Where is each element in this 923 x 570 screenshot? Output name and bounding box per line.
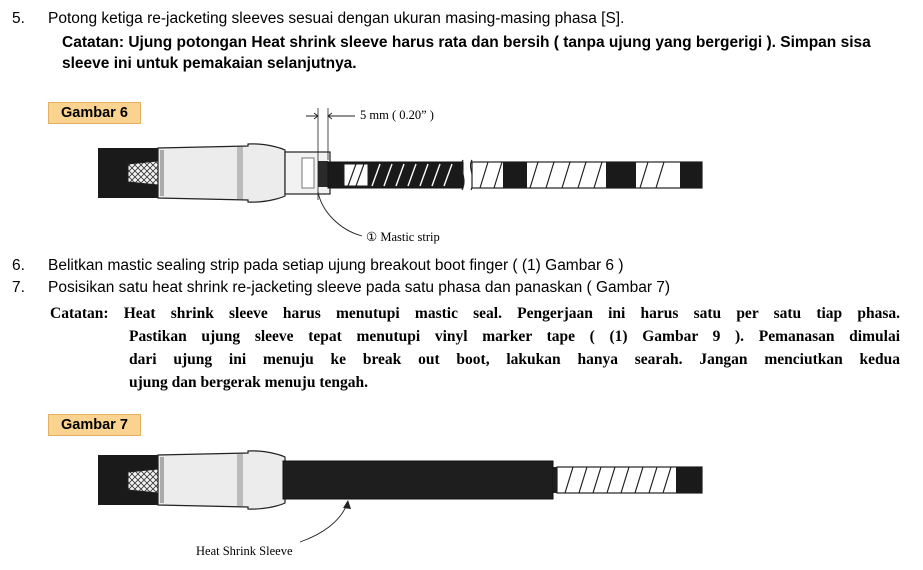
step-5-note-line-2: sleeve ini untuk pemakaian selanjutnya.: [62, 55, 357, 72]
heat-shrink-sleeve: [283, 461, 553, 499]
mastic-strip-callout: ① Mastic strip: [366, 230, 440, 244]
step-7-note-line-1: Catatan: Heat shrink sleeve harus menutupi mastic seal. Pengerjaan ini harus satu per satu tiap phasa.: [50, 305, 900, 322]
step-7-note-line-3: dari ujung ini menuju ke break out boot, lakukan hanya searah. Jangan menciutkan kedua: [129, 351, 900, 368]
mastic-strip: [318, 161, 328, 187]
step-6-number: 6.: [12, 257, 25, 274]
marker-tape: [503, 162, 527, 188]
step-5-note-line-1: Catatan: Ujung potongan Heat shrink sleeve harus rata dan bersih ( tanpa ujung yang bergerigi ). Simpan sisa: [62, 34, 871, 51]
step-6-text: Belitkan mastic sealing strip pada setiap ujung breakout boot finger ( (1) Gambar 6 ): [48, 257, 624, 274]
breakout-boot-7: [158, 451, 285, 509]
step-7-note-cont: [129, 325, 900, 394]
breakout-boot: [158, 144, 285, 202]
step-7-text: Posisikan satu heat shrink re-jacketing sleeve pada satu phasa dan panaskan ( Gambar 7): [48, 279, 671, 296]
figure-7-label: Gambar 7: [48, 414, 141, 436]
step-5-text: Potong ketiga re-jacketing sleeves sesuai dengan ukuran masing-masing phasa [S].: [48, 10, 625, 27]
step-7-note: [50, 302, 900, 325]
heat-shrink-callout: Heat Shrink Sleeve: [196, 544, 293, 558]
step-7-number: 7.: [12, 279, 25, 296]
step-5-number: 5.: [12, 10, 25, 27]
step-7-note-line-4: ujung dan bergerak menuju tengah.: [129, 374, 368, 391]
mastic-callout-leader: [318, 192, 362, 236]
figure-6-label: Gambar 6: [48, 102, 141, 124]
figure-6-diagram: [0, 100, 923, 250]
dimension-label: 5 mm ( 0.20” ): [360, 108, 434, 122]
figure-7-diagram: [0, 440, 923, 550]
step-7-note-line-2: Pastikan ujung sleeve tepat menutupi vinyl marker tape ( (1) Gambar 9 ). Pemanasan dimulai: [129, 328, 900, 345]
